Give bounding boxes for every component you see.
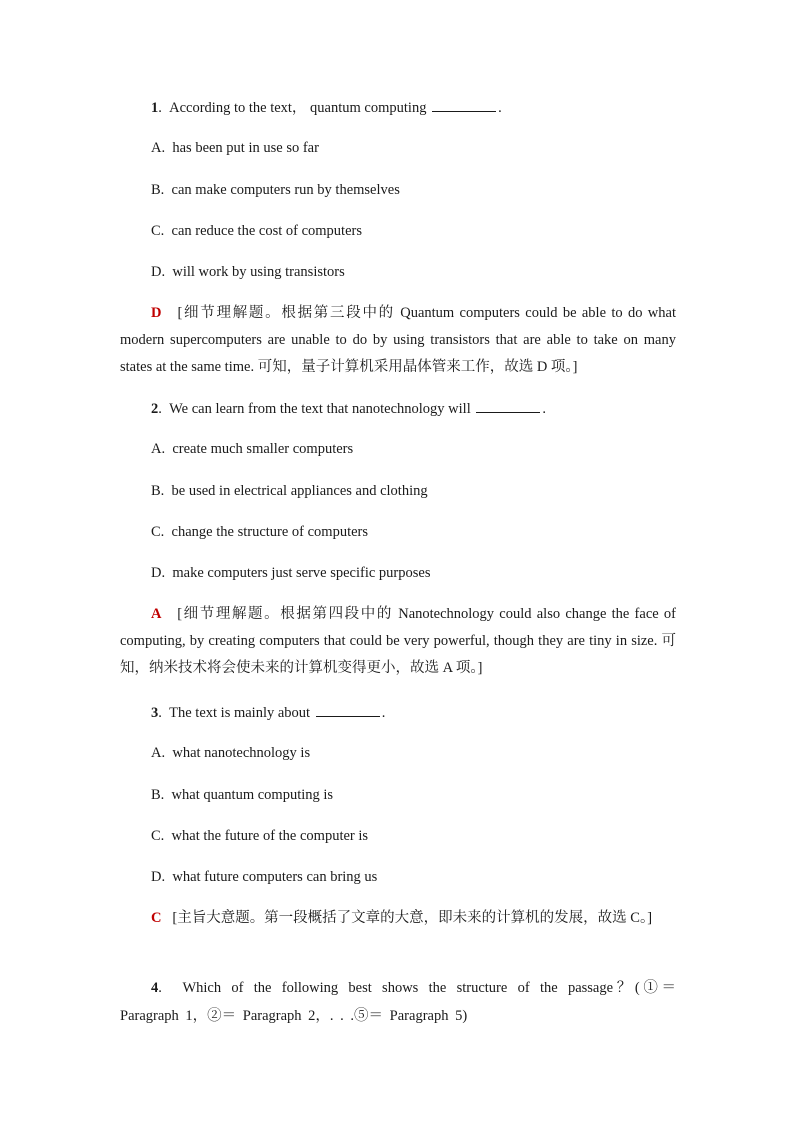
option-text: will work by using transistors bbox=[172, 264, 345, 280]
question-2-option-d: D. make computers just serve specific purposes bbox=[151, 565, 431, 581]
answer-blank bbox=[476, 398, 540, 413]
explanation-text: [细节理解题。根据第四段中的 Nanotechnology could also change the face of computing, by creating computers that could be very powerful, though they are tiny in size. 可知，纳米技术将会使未来的计算机变得更小，故选 A 项。] bbox=[120, 606, 676, 676]
question-3-option-d: D. what future computers can bring us bbox=[151, 869, 378, 885]
question-1-option-b: B. can make computers run by themselves bbox=[151, 182, 400, 198]
option-letter: C bbox=[151, 828, 161, 844]
question-3-option-b: B. what quantum computing is bbox=[151, 787, 334, 803]
option-letter: D bbox=[151, 264, 162, 280]
answer-letter: C bbox=[151, 910, 162, 926]
question-1-option-a: A. has been put in use so far bbox=[151, 140, 319, 156]
option-letter: B bbox=[151, 483, 161, 499]
question-3-explanation bbox=[120, 905, 676, 932]
option-letter: A bbox=[151, 140, 162, 156]
option-text: what nanotechnology is bbox=[172, 745, 311, 761]
question-1-option-c: C. can reduce the cost of computers bbox=[151, 223, 362, 239]
option-text: can reduce the cost of computers bbox=[171, 223, 362, 239]
question-number: 2 bbox=[151, 401, 159, 417]
option-letter: B bbox=[151, 182, 161, 198]
explanation-text: [细节理解题。根据第三段中的 Quantum computers could be able to do what modern supercomputers are unable to do by using transistors that are able to take on many states at the same time. 可知，量子计算机采用晶体管来工作，故选 D 项。] bbox=[120, 305, 676, 375]
question-2-option-b: B. be used in electrical appliances and clothing bbox=[151, 483, 428, 499]
option-letter: A bbox=[151, 745, 162, 761]
option-text: be used in electrical appliances and clothing bbox=[171, 483, 428, 499]
option-letter: D bbox=[151, 565, 162, 581]
question-end: . bbox=[381, 705, 386, 721]
question-end: . bbox=[542, 401, 546, 417]
question-text: According to the text， quantum computing bbox=[169, 100, 427, 116]
question-2-option-a: A. create much smaller computers bbox=[151, 441, 354, 457]
answer-blank bbox=[432, 97, 496, 112]
question-text: We can learn from the text that nanotechnology will bbox=[169, 401, 471, 417]
option-text: what quantum computing is bbox=[171, 787, 334, 803]
question-number: 3 bbox=[151, 705, 159, 721]
answer-letter: A bbox=[151, 606, 162, 622]
answer-letter: D bbox=[151, 305, 162, 321]
option-text: what future computers can bring us bbox=[172, 869, 378, 885]
option-text: can make computers run by themselves bbox=[171, 182, 400, 198]
question-4-stem: 4. Which of the following best shows the structure of the passage？(①＝ Paragraph 1，②＝ Paragraph 2，. . .⑤＝ Paragraph 5) bbox=[120, 980, 677, 1024]
option-letter: C bbox=[151, 223, 161, 239]
option-letter: D bbox=[151, 869, 162, 885]
question-3-option-c: C. what the future of the computer is bbox=[151, 828, 369, 844]
question-3-option-a: A. what nanotechnology is bbox=[151, 745, 311, 761]
question-number: 4 bbox=[151, 980, 159, 996]
question-1-explanation bbox=[120, 300, 676, 381]
explanation-text: [主旨大意题。第一段概括了文章的大意，即未来的计算机的发展，故选 C。] bbox=[172, 910, 653, 926]
option-letter: B bbox=[151, 787, 161, 803]
option-text: has been put in use so far bbox=[172, 140, 319, 156]
question-text: Which of the following best shows the structure of the passage？(①＝ Paragraph 1，②＝ Paragraph 2，. . .⑤＝ Paragraph 5) bbox=[120, 980, 677, 1024]
option-text: create much smaller computers bbox=[172, 441, 354, 457]
question-3-stem: 3. The text is mainly about . bbox=[151, 702, 683, 723]
option-text: change the structure of computers bbox=[171, 524, 369, 540]
option-text: what the future of the computer is bbox=[171, 828, 369, 844]
answer-blank bbox=[316, 702, 380, 717]
option-letter: C bbox=[151, 524, 161, 540]
option-letter: A bbox=[151, 441, 162, 457]
question-number: 1 bbox=[151, 100, 159, 116]
question-1-option-d: D. will work by using transistors bbox=[151, 264, 345, 280]
option-text: make computers just serve specific purposes bbox=[172, 565, 431, 581]
question-2-explanation bbox=[120, 601, 676, 682]
question-1-stem: 1. According to the text， quantum computing . bbox=[151, 97, 683, 118]
question-2-stem: 2. We can learn from the text that nanotechnology will . bbox=[151, 398, 683, 419]
question-end: . bbox=[498, 100, 502, 116]
question-2-option-c: C. change the structure of computers bbox=[151, 524, 369, 540]
question-text: The text is mainly about bbox=[169, 705, 311, 721]
